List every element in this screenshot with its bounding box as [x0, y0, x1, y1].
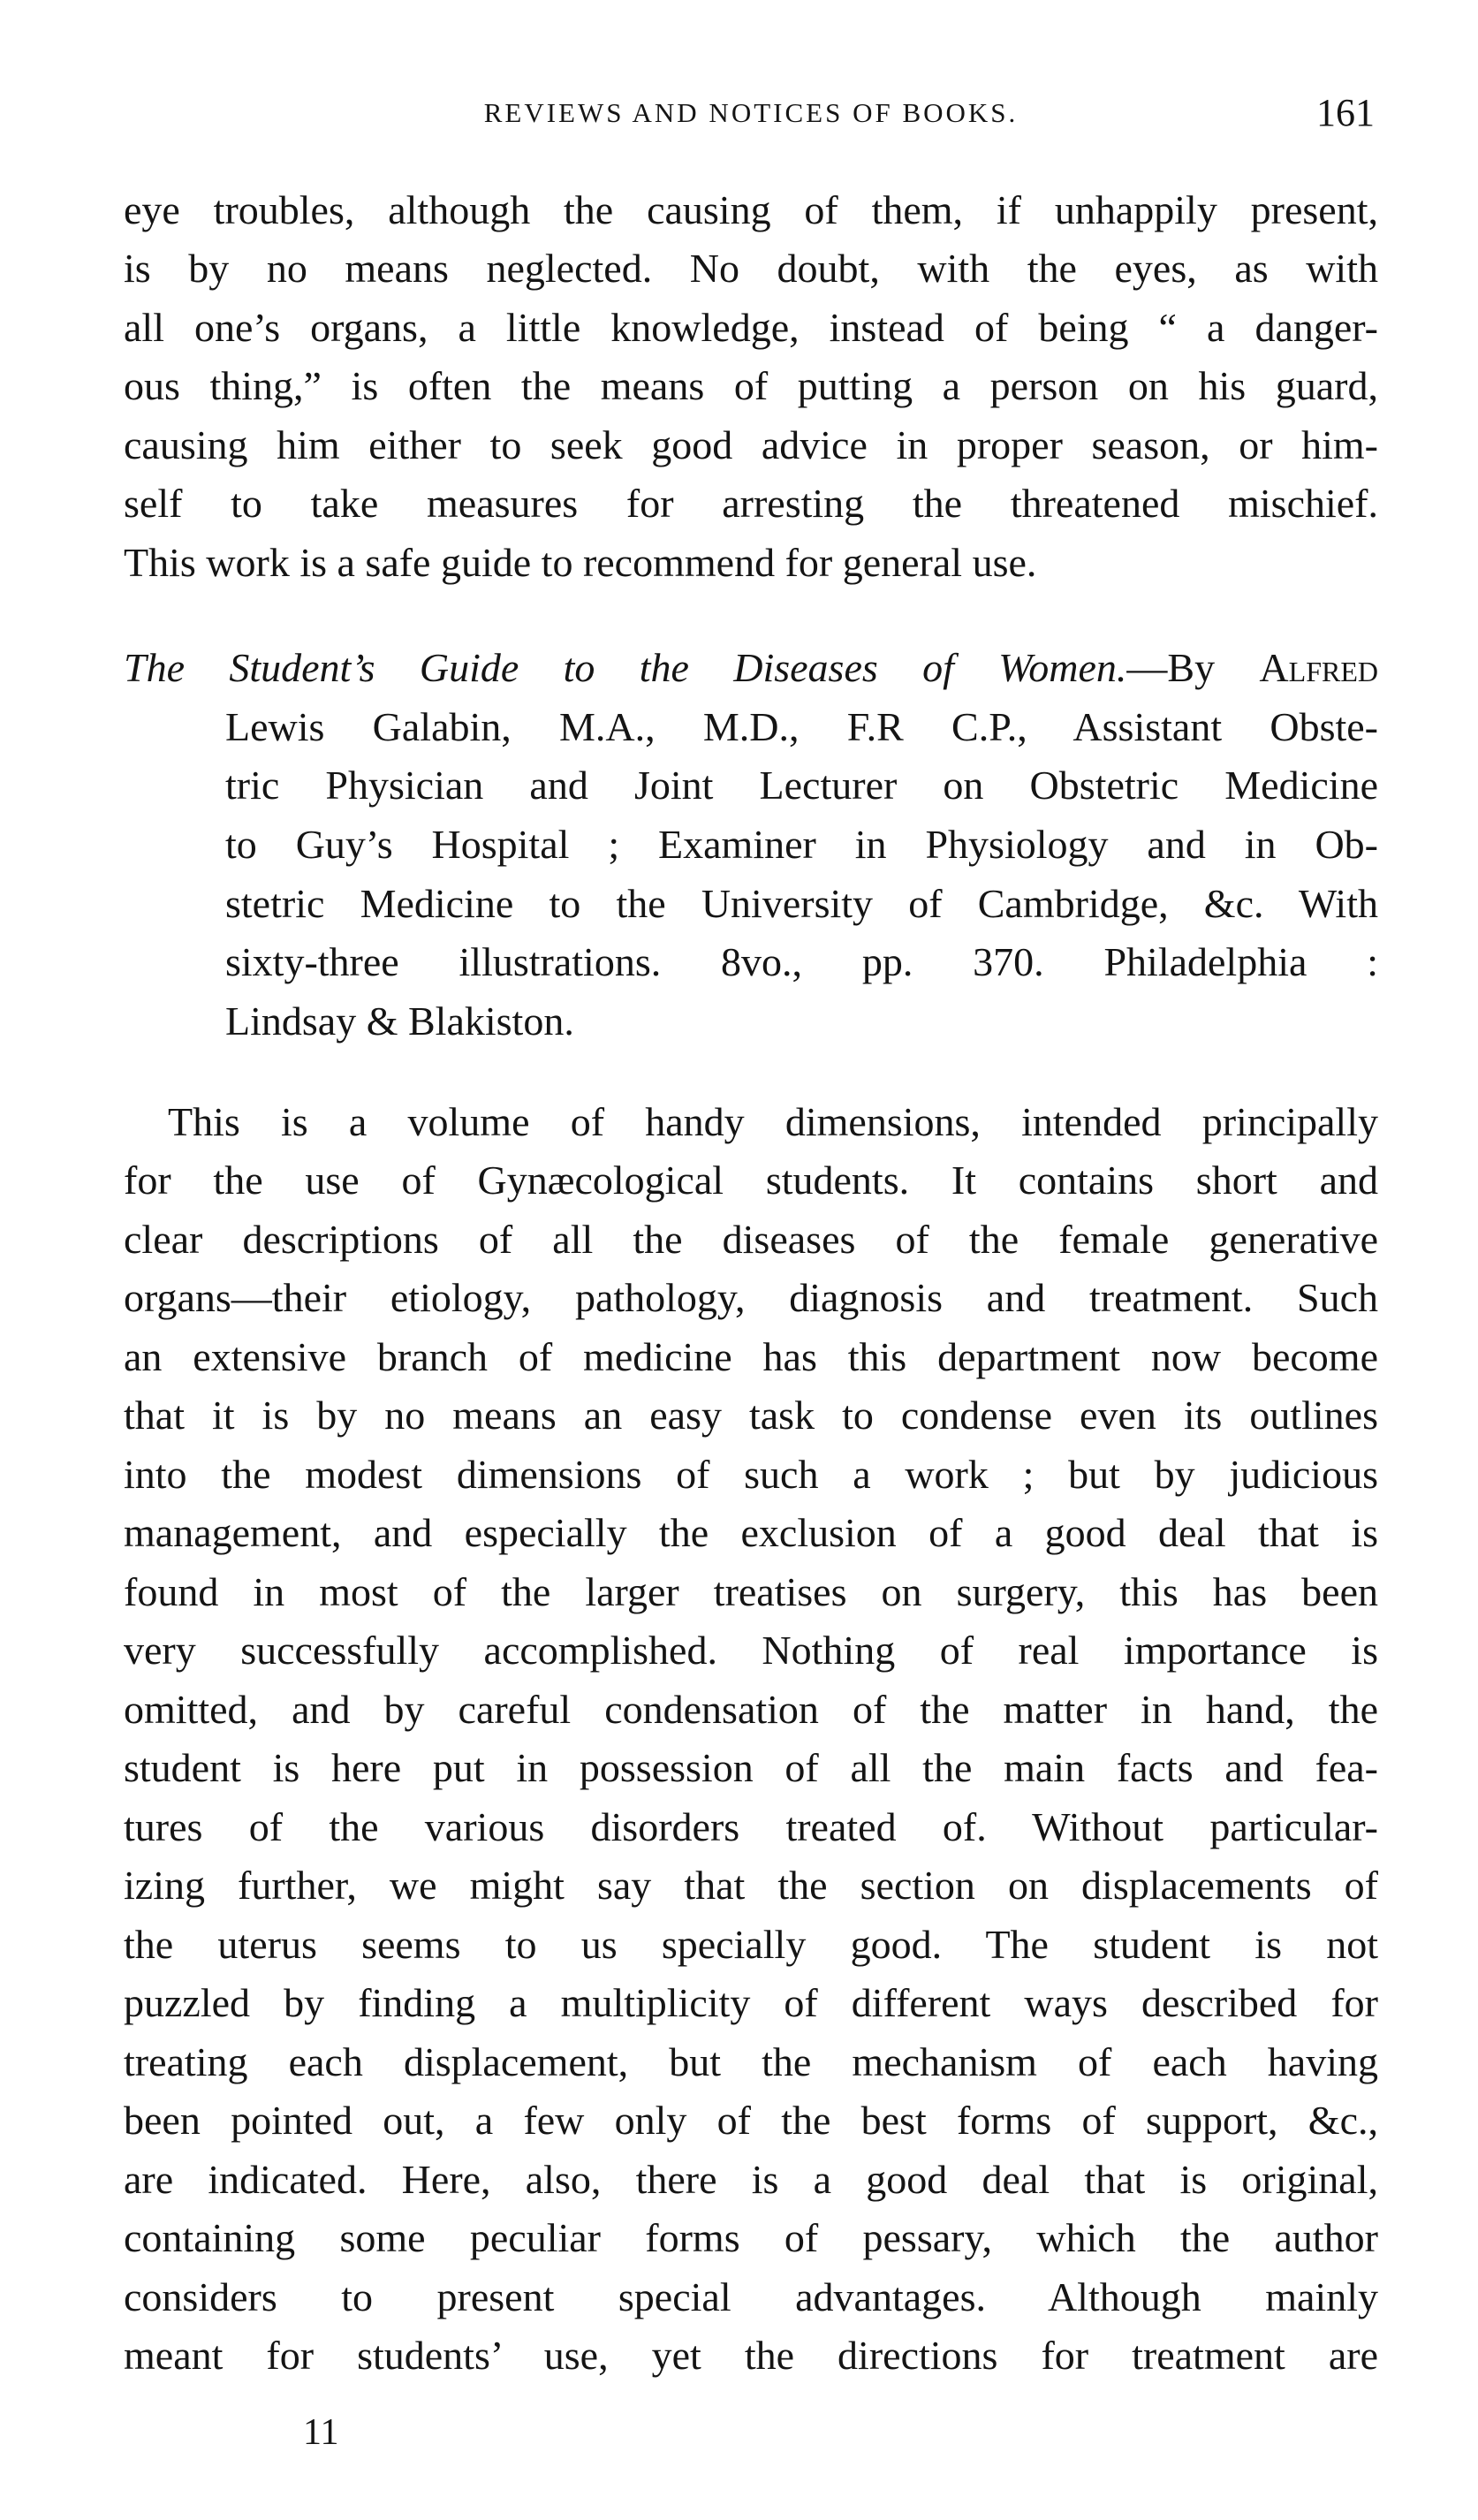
- text-line: to Guy’s Hospital ; Examiner in Physiology and in Ob-: [225, 822, 1378, 867]
- signature-mark: 11: [303, 2412, 339, 2453]
- text-line: tures of the various disorders treated of. Without particular-: [124, 1804, 1378, 1849]
- text-line: izing further, we might say that the section on displacements of: [124, 1863, 1378, 1908]
- text-line: sixty-three illustrations. 8vo., pp. 370. Philadelphia :: [225, 939, 1378, 984]
- text-line: management, and especially the exclusion of a good deal that is: [124, 1510, 1378, 1555]
- text-line: treating each displacement, but the mechanism of each having: [124, 2039, 1378, 2084]
- text-line: student is here put in possession of all the main facts and fea-: [124, 1745, 1378, 1790]
- text-line: considers to present special advantages. Although mainly: [124, 2274, 1378, 2319]
- text-line: the uterus seems to us specially good. The student is not: [124, 1922, 1378, 1967]
- running-head: [124, 85, 1378, 138]
- text-line: Lewis Galabin, M.A., M.D., F.R C.P., Assistant Obste-: [225, 704, 1378, 749]
- text-line: that it is by no means an easy task to condense even its outlines: [124, 1393, 1378, 1438]
- text-line: self to take measures for arresting the threatened mischief.: [124, 481, 1378, 526]
- text-line: an extensive branch of medicine has this department now become: [124, 1334, 1378, 1379]
- text-line: organs—their etiology, pathology, diagnosis and treatment. Such: [124, 1275, 1378, 1320]
- text-line: are indicated. Here, also, there is a good deal that is original,: [124, 2157, 1378, 2202]
- text-line: all one’s organs, a little knowledge, instead of being “ a danger-: [124, 305, 1378, 350]
- book-entry-heading: [124, 639, 1378, 697]
- page-number: 161: [1316, 91, 1375, 134]
- text-line: tric Physician and Joint Lecturer on Obstetric Medicine: [225, 763, 1378, 808]
- book-author: Alfred: [1259, 645, 1378, 690]
- running-title: REVIEWS AND NOTICES OF BOOKS.: [483, 97, 1019, 128]
- text-line: omitted, and by careful condensation of the matter in hand, the: [124, 1687, 1378, 1732]
- text-line: meant for students’ use, yet the directions for treatment are: [124, 2333, 1378, 2378]
- text-line: stetric Medicine to the University of Cambridge, &c. With: [225, 881, 1378, 926]
- text-line: found in most of the larger treatises on surgery, this has been: [124, 1569, 1378, 1614]
- text-line: been pointed out, a few only of the best forms of support, &c.,: [124, 2098, 1378, 2143]
- text-line: very successfully accomplished. Nothing of real importance is: [124, 1628, 1378, 1673]
- text-line: Lindsay & Blakiston.: [225, 998, 574, 1044]
- text-line: eye troubles, although the causing of them, if unhappily present,: [124, 187, 1378, 232]
- text-line: for the use of Gynæcological students. It contains short and: [124, 1158, 1378, 1203]
- text-line: This is a volume of handy dimensions, intended principally: [168, 1099, 1378, 1144]
- book-title: The Student’s Guide to the Diseases of Women.: [124, 645, 1127, 690]
- text-line: clear descriptions of all the diseases of the female generative: [124, 1217, 1378, 1262]
- book-by: —By: [1126, 645, 1260, 690]
- text-line: puzzled by finding a multiplicity of different ways described for: [124, 1980, 1378, 2025]
- text-line: is by no means neglected. No doubt, with the eyes, as with: [124, 246, 1378, 291]
- text-line: containing some peculiar forms of pessary, which the author: [124, 2215, 1378, 2260]
- text-line: ous thing,” is often the means of putting a person on his guard,: [124, 363, 1378, 408]
- text-line: into the modest dimensions of such a work ; but by judicious: [124, 1452, 1378, 1497]
- text-line: causing him either to seek good advice in proper season, or him-: [124, 422, 1378, 467]
- text-line: This work is a safe guide to recommend for general use.: [124, 540, 1037, 585]
